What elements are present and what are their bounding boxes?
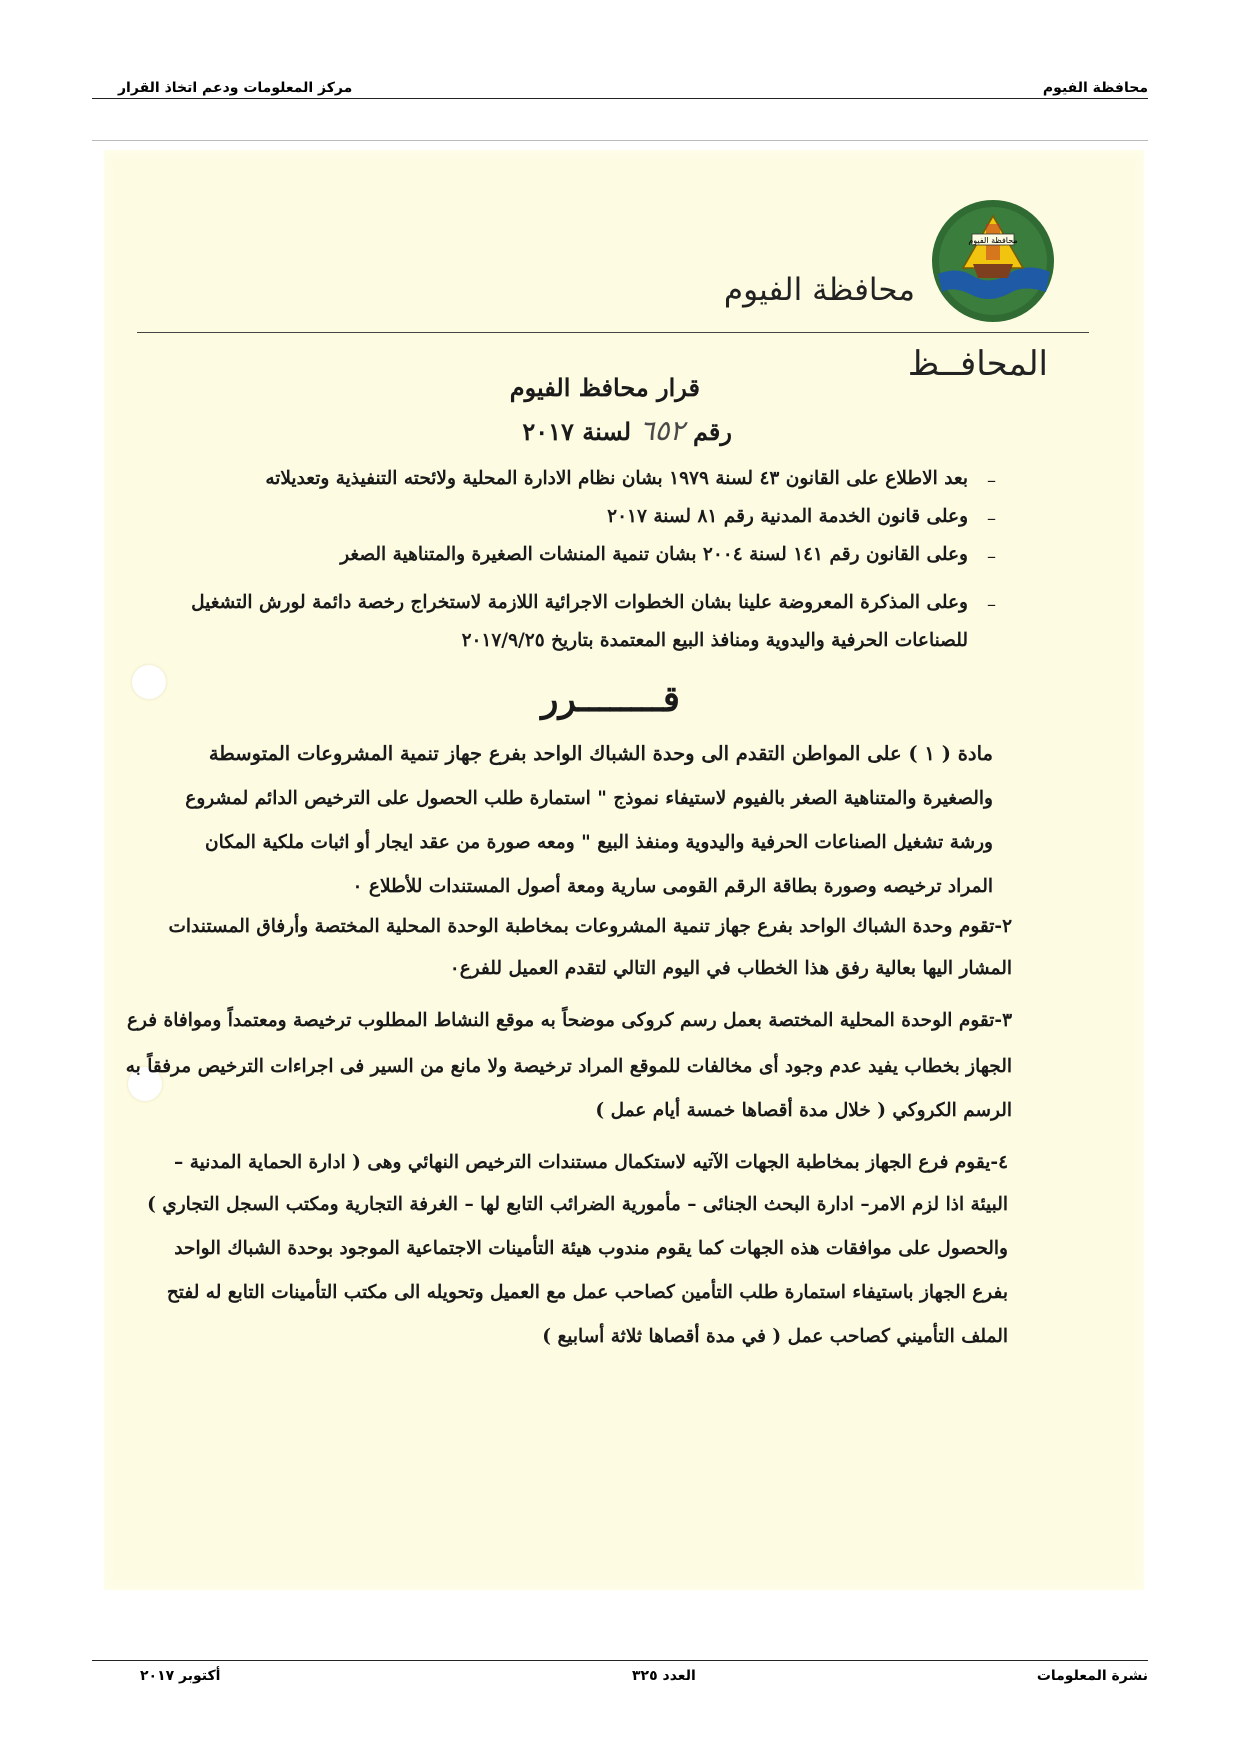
decree-number-line (522, 414, 732, 447)
header-divider (92, 98, 1148, 99)
svg-text:محافظة الفيوم: محافظة الفيوم (968, 236, 1018, 245)
preamble-line: بعد الاطلاع على القانون ٤٣ لسنة ١٩٧٩ بشان نظام الادارة المحلية ولائحته التنفيذية وتعديلاته (265, 468, 968, 489)
header-governorate: محافظة الفيوم (1042, 80, 1148, 96)
article2-line: ٢-تقوم وحدة الشباك الواحد بفرع جهاز تنمية المشروعات بمخاطبة الوحدة المحلية المختصة وأرفاق المستندات (168, 916, 1012, 937)
footer-divider (92, 1660, 1148, 1661)
letterhead-office-title: المحافــظ (907, 344, 1048, 384)
footer-issue-number: العدد ٣٢٥ (632, 1668, 696, 1684)
punch-hole-top (132, 665, 166, 699)
preamble-bullet: – (987, 508, 996, 529)
decree-number-prefix: رقم (692, 417, 732, 446)
article4-line: ٤-يقوم فرع الجهاز بمخاطبة الجهات الآتيه لاستكمال مستندات الترخيص النهائي وهى ( ادارة الحماية المدنية – (174, 1152, 1008, 1173)
preamble-line: وعلى القانون رقم ١٤١ لسنة ٢٠٠٤ بشان تنمية المنشات الصغيرة والمتناهية الصغر (340, 544, 968, 565)
footer-date: أكتوبر ٢٠١٧ (140, 1668, 221, 1684)
letterhead-divider (137, 332, 1089, 333)
decree-number: ٦٥٢ (639, 414, 685, 447)
article3-line: الرسم الكروكي ( خلال مدة أقصاها خمسة أيام عمل ) (595, 1100, 1012, 1121)
preamble-bullet: – (987, 470, 996, 491)
letterhead-governorate-name: محافظة الفيوم (723, 272, 915, 308)
article4-line: بفرع الجهاز باستيفاء استمارة طلب التأمين كصاحب عمل مع العميل وتحويله الى مكتب التأمينات التابع له لفتح (166, 1282, 1008, 1303)
article3-line: الجهاز بخطاب يفيد عدم وجود أى مخالفات للموقع المراد ترخيصة ولا مانع من السير فى اجراءات الترخيص مرفقاً به (125, 1056, 1012, 1077)
article4-line: البيئة اذا لزم الامر– ادارة البحث الجنائى – مأمورية الضرائب التابع لها – الغرفة التجارية ومكتب السجل التجاري ) (147, 1194, 1008, 1215)
decree-resolved-heading: قــــــــرر (541, 678, 680, 720)
article4-line: الملف التأميني كصاحب عمل ( في مدة أقصاها ثلاثة أسابيع ) (542, 1326, 1008, 1347)
article2-line: المشار اليها بعالية رفق هذا الخطاب في اليوم التالي لتقدم العميل للفرع٠ (449, 958, 1012, 979)
preamble-line: للصناعات الحرفية واليدوية ومنافذ البيع المعتمدة بتاريخ ٢٠١٧/٩/٢٥ (461, 630, 968, 651)
preamble-bullet: – (987, 594, 996, 615)
article1-line: مادة ( ١ ) على المواطن التقدم الى وحدة الشباك الواحد بفرع جهاز تنمية المشروعات المتوسطة (208, 742, 993, 765)
article4-line: والحصول على موافقات هذه الجهات كما يقوم مندوب هيئة التأمينات الاجتماعية الموجود بوحدة الشباك الواحد (174, 1238, 1008, 1259)
preamble-line: وعلى المذكرة المعروضة علينا بشان الخطوات الاجرائية اللازمة لاستخراج رخصة دائمة لورش التشغيل (191, 592, 968, 613)
article1-line: ورشة تشغيل الصناعات الحرفية واليدوية ومنفذ البيع " ومعه صورة من عقد ايجار أو اثبات ملكية المكان (205, 832, 993, 853)
preamble-bullet: – (987, 546, 996, 567)
footer-bulletin-name: نشرة المعلومات (1036, 1668, 1148, 1684)
decree-year: لسنة ٢٠١٧ (522, 417, 632, 446)
article1-line: المراد ترخيصه وصورة بطاقة الرقم القومى سارية ومعة أصول المستندات للأطلاع ٠ (352, 876, 993, 897)
governorate-seal-icon (928, 196, 1058, 326)
preamble-line: وعلى قانون الخدمة المدنية رقم ٨١ لسنة ٢٠١٧ (607, 506, 968, 527)
article1-line: والصغيرة والمتناهية الصغر بالفيوم لاستيفاء نموذج " استمارة طلب الحصول على الترخيص الدائم لمشروع (185, 788, 993, 809)
header-center: مركز المعلومات ودعم اتخاذ القرار (118, 80, 353, 96)
decree-title: قرار محافظ الفيوم (509, 373, 700, 402)
header-secondary-divider (92, 140, 1148, 141)
article3-line: ٣-تقوم الوحدة المحلية المختصة بعمل رسم كروكى موضحاً به موقع النشاط المطلوب ترخيصة ومعتمداً وموافاة فرع (127, 1010, 1012, 1031)
